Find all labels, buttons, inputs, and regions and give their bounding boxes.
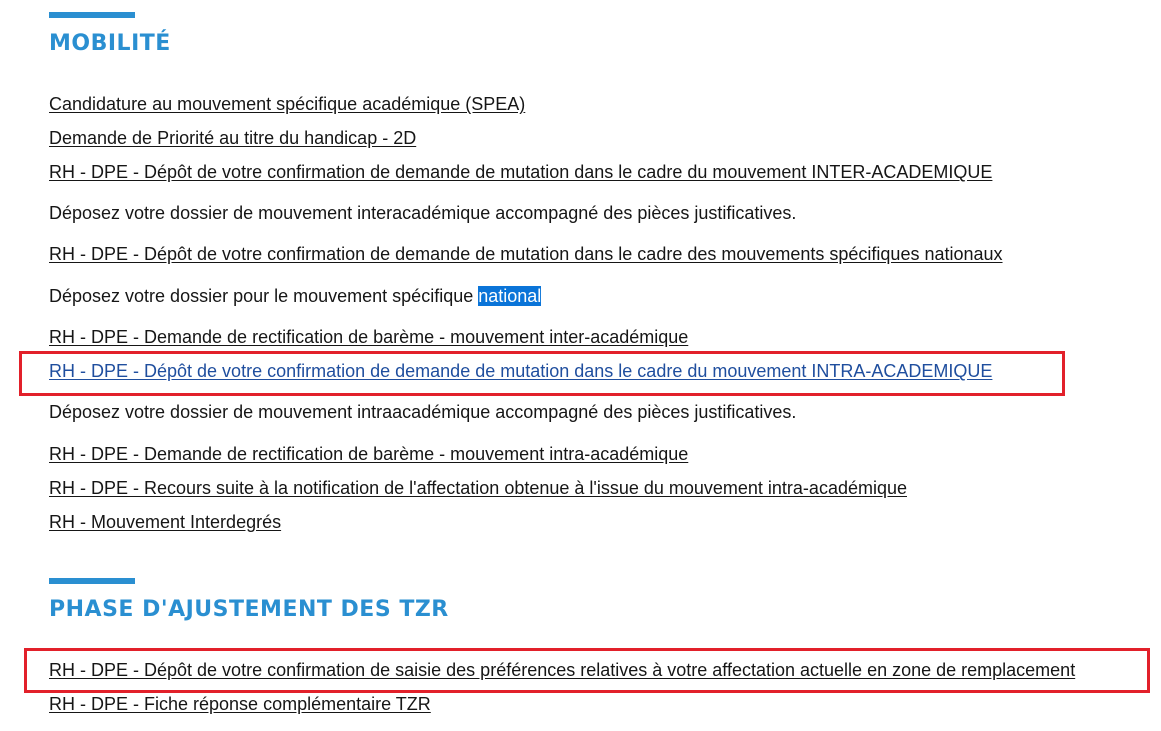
link-confirmation-preferences-tzr[interactable]: RH - DPE - Dépôt de votre confirmation de saisie des préférences relatives à votre affectation actuelle en zone de remplacement [49,660,1076,680]
selected-text: national [478,286,542,306]
link-rectification-bareme-inter[interactable]: RH - DPE - Demande de rectification de barème - mouvement inter-académique [49,327,689,347]
link-confirmation-intra-academique[interactable]: RH - DPE - Dépôt de votre confirmation de demande de mutation dans le cadre du mouvement INTRA-ACADEMIQUE [49,361,993,381]
link-rectification-bareme-intra[interactable]: RH - DPE - Demande de rectification de barème - mouvement intra-académique [49,444,689,464]
link-recours-affectation[interactable]: RH - DPE - Recours suite à la notification de l'affectation obtenue à l'issue du mouvement intra-académique [49,478,907,498]
link-priorite-handicap[interactable]: Demande de Priorité au titre du handicap - 2D [49,128,417,148]
link-confirmation-specifiques-nationaux[interactable]: RH - DPE - Dépôt de votre confirmation de demande de mutation dans le cadre des mouvements spécifiques nationaux [49,244,1003,264]
description-specifique-national [49,284,541,308]
link-mouvement-interdegres[interactable]: RH - Mouvement Interdegrés [49,512,282,532]
section-title-mobilite: MOBILITÉ [49,31,171,56]
section-accent-bar [49,578,135,584]
description-text: Déposez votre dossier pour le mouvement spécifique [49,286,479,306]
link-fiche-reponse-tzr[interactable]: RH - DPE - Fiche réponse complémentaire TZR [49,694,431,714]
description-inter-academique: Déposez votre dossier de mouvement interacadémique accompagné des pièces justificatives. [49,203,797,223]
section-accent-bar [49,12,135,18]
link-candidature-spea[interactable]: Candidature au mouvement spécifique académique (SPEA) [49,94,526,114]
description-intra-academique: Déposez votre dossier de mouvement intraacadémique accompagné des pièces justificatives. [49,402,797,422]
link-confirmation-inter-academique[interactable]: RH - DPE - Dépôt de votre confirmation de demande de mutation dans le cadre du mouvement INTER-ACADEMIQUE [49,162,993,182]
section-title-tzr: PHASE D'AJUSTEMENT DES TZR [49,597,449,622]
